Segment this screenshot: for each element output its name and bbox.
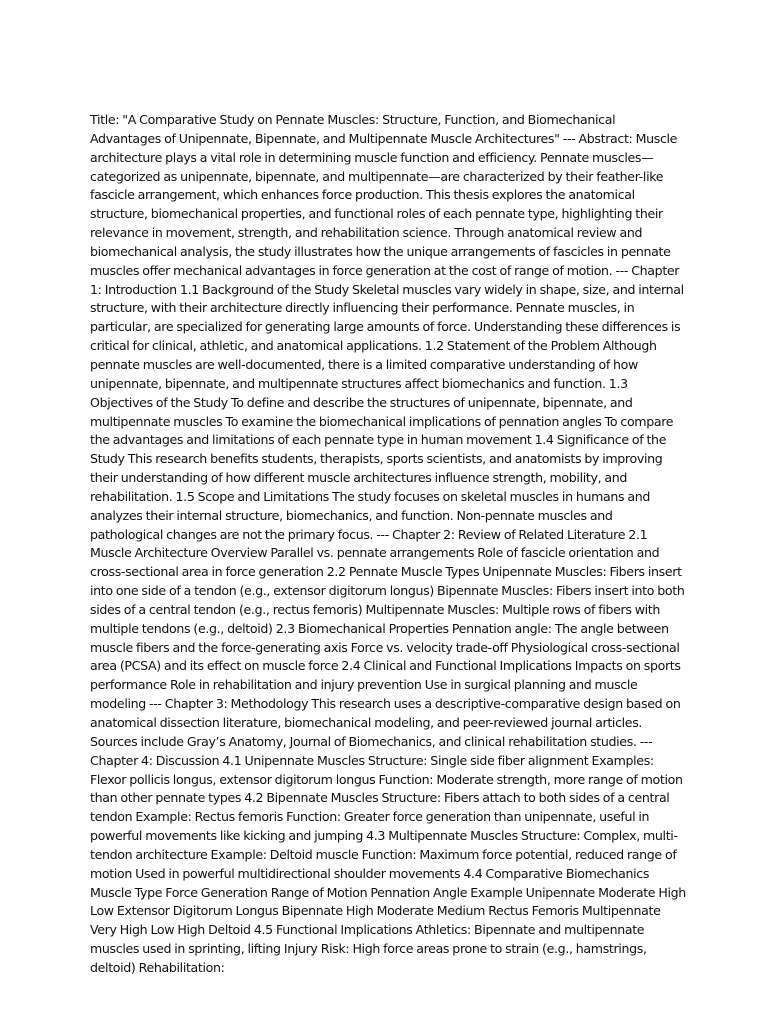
document-body-text: Title: "A Comparative Study on Pennate Muscles: Structure, Function, and Biomechanical Advantages of Unipennate, Bipennate, and Multipennate Muscle Architectures" --- Abstract: Muscle architecture plays a vital role in determining muscle function and efficiency. Pennate muscles—categorized as unipennate, bipennate, and multipennate—are characterized by their feather-like fascicle arrangement, which enhances force production. This thesis explores the anatomical structure, biomechanical properties, and functional roles of each pennate type, highlighting their relevance in movement, strength, and rehabilitation science. Through anatomical review and biomechanical analysis, the study illustrates how the unique arrangements of fascicles in pennate muscles offer mechanical advantages in force generation at the cost of range of motion. --- Chapter 1: Introduction 1.1 Background of the Study Skeletal muscles vary widely in shape, size, and internal structure, with their architecture directly influencing their performance. Pennate muscles, in particular, are specialized for generating large amounts of force. Understanding these differences is critical for clinical, athletic, and anatomical applications. 1.2 Statement of the Problem Although pennate muscles are well-documented, there is a limited comparative understanding of how unipennate, bipennate, and multipennate structures affect biomechanics and function. 1.3 Objectives of the Study To define and describe the structures of unipennate, bipennate, and multipennate muscles To examine the biomechanical implications of pennation angles To compare the advantages and limitations of each pennate type in human movement 1.4 Significance of the Study This research benefits students, therapists, sports scientists, and anatomists by improving their understanding of how different muscle architectures influence strength, mobility, and rehabilitation. 1.5 Scope and Limitations The study focuses on skeletal muscles in humans and analyzes their internal structure, biomechanics, and function. Non-pennate muscles and pathological changes are not the primary focus. --- Chapter 2: Review of Related Literature 2.1 Muscle Architecture Overview Parallel vs. pennate arrangements Role of fascicle orientation and cross-sectional area in force generation 2.2 Pennate Muscle Types Unipennate Muscles: Fibers insert into one side of a tendon (e.g., extensor digitorum longus) Bipennate Muscles: Fibers insert into both sides of a central tendon (e.g., rectus femoris) Multipennate Muscles: Multiple rows of fibers with multiple tendons (e.g., deltoid) 2.3 Biomechanical Properties Pennation angle: The angle between muscle fibers and the force-generating axis Force vs. velocity trade-off Physiological cross-sectional area (PCSA) and its effect on muscle force 2.4 Clinical and Functional Implications Impacts on sports performance Role in rehabilitation and injury prevention Use in surgical planning and muscle modeling --- Chapter 3: Methodology This research uses a descriptive-comparative design based on anatomical dissection literature, biomechanical modeling, and peer-reviewed journal articles. Sources include Gray’s Anatomy, Journal of Biomechanics, and clinical rehabilitation studies. --- Chapter 4: Discussion 4.1 Unipennate Muscles Structure: Single side fiber alignment Examples: Flexor pollicis longus, extensor digitorum longus Function: Moderate strength, more range of motion than other pennate types 4.2 Bipennate Muscles Structure: Fibers attach to both sides of a central tendon Example: Rectus femoris Function: Greater force generation than unipennate, useful in powerful movements like kicking and jumping 4.3 Multipennate Muscles Structure: Complex, multi-tendon architecture Example: Deltoid muscle Function: Maximum force potential, reduced range of motion Used in powerful multidirectional shoulder movements 4.4 Comparative Biomechanics Muscle Type Force Generation Range of Motion Pennation Angle Example Unipennate Moderate High Low Extensor Digitorum Longus Bipennate High Moderate Medium Rectus Femoris Multipennate Very High Low High Deltoid 4.5 Functional Implications Athletics: Bipennate and multipennate muscles used in sprinting, lifting Injury Risk: High force areas prone to strain (e.g., hamstrings, deltoid) Rehabilitation: (90, 112, 686, 975)
